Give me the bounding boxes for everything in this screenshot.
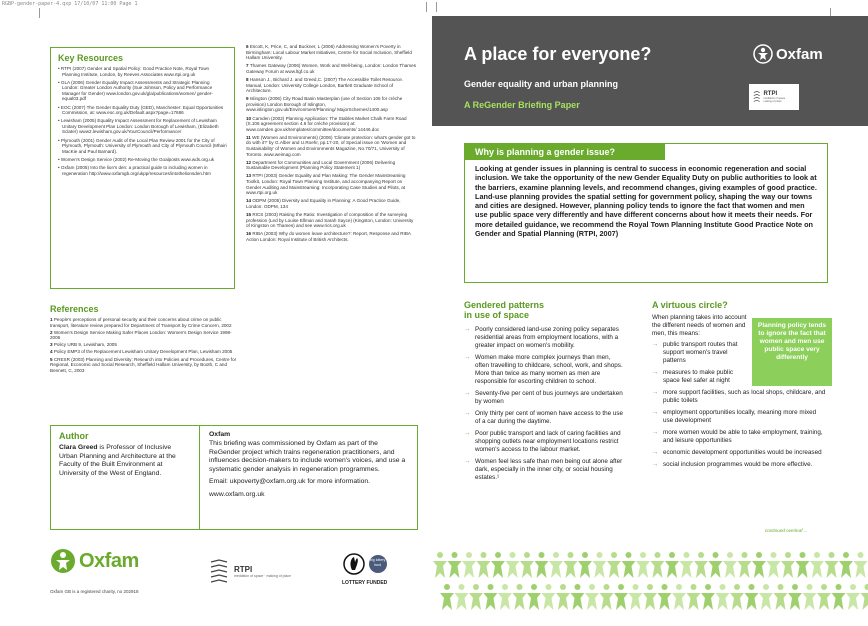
person-figure-icon: [643, 584, 657, 610]
reference-text: Women's Design Service Making Safer Places London: Women's Design Service 1998-2006: [50, 329, 232, 341]
person-figure-icon: [440, 584, 454, 610]
person-figure-icon: [694, 552, 708, 578]
bullet-item: [652, 449, 827, 457]
person-figure-icon: [469, 584, 483, 610]
person-figure-icon: [651, 552, 665, 578]
lottery-crossed-fingers-icon: [343, 552, 365, 576]
person-figure-icon: [607, 552, 621, 578]
reference-item: [246, 116, 416, 133]
reference-text: Escott, K, Price, C, and Buckner, L (2006) Addressing Women's Poverty in Birmingham: Local Labour Market Initiatives, Centre for Social Inclusion, Sheffield Hallam University.: [246, 44, 412, 61]
reference-item: [50, 342, 240, 348]
person-figure-icon: [484, 584, 498, 610]
reference-number: 16: [246, 231, 253, 237]
person-figure-icon: [788, 584, 802, 610]
key-resource-item: • Plymouth (2001) Gender Audit of the Local Plan Review 2001 for the City of Plymouth, Plymouth: University of Plymouth and City of Plymouth Council (Mhairi MacKie and Paul Barnard).: [58, 137, 227, 154]
reference-number: 13: [246, 173, 253, 179]
reference-item: [246, 160, 416, 171]
reference-number: 15: [246, 211, 253, 217]
person-figure-icon: [520, 552, 534, 578]
person-figure-icon: [796, 552, 810, 578]
gendered-patterns-section: [464, 300, 624, 486]
reference-text: RICS (2003) Raising the Ratio: Investigation of composition of the surveying profession (Led by Louise Ellman and Sarah Sayce) (Kingston, London: University of Kingston on Thames) and see www.rics.org.uk: [246, 211, 414, 229]
bullet-item: [652, 461, 827, 469]
reference-item: [246, 44, 416, 61]
reference-item: [246, 63, 416, 74]
rtpi-tagline-header: mediation of space · making of place: [763, 97, 787, 103]
reference-text: ODPM (2005) Diversity and Equality in Planning: A Good Practice Guide, London: ODPM, 134: [246, 198, 401, 209]
reference-text: Policy EMP3 of the Replacement Lewisham Unitary Development Plan, Lewisham 2005: [53, 349, 233, 355]
rtpi-tagline: mediation of space · making of place: [234, 573, 292, 578]
print-slug: RGBP-gender-paper-4.qxp 17/10/07 11:00 Page 1: [2, 1, 138, 7]
person-figure-icon: [825, 552, 839, 578]
person-figure-icon: [498, 584, 512, 610]
person-figure-icon: [585, 584, 599, 610]
oxfam-figure-icon: [50, 548, 76, 574]
reference-text: RIBA (2003) Why do women leave architecture?: Report, Response and RIBA Action London: Royal Institute of British Architects.: [246, 231, 411, 242]
bullet-item: [464, 390, 624, 406]
pull-quote: Planning policy tends to ignore the fact that women and men use public space very differently: [752, 318, 832, 386]
person-figure-icon: [556, 584, 570, 610]
person-figure-icon: [513, 584, 527, 610]
person-figure-icon: [767, 552, 781, 578]
briefing-label: A ReGender Briefing Paper: [464, 100, 580, 110]
key-resource-item: • Oxfam (2005) Into the lion's den: a practical guide to including women in regeneration http://www.oxfamgb.org/ukpp/resources/intothelionsden.htm: [58, 164, 211, 176]
oxfam-figure-icon: [753, 44, 773, 64]
person-figure-icon: [817, 584, 831, 610]
oxfam-logo-header: [753, 44, 823, 64]
rtpi-logo-left: [208, 558, 291, 584]
person-figure-icon: [549, 552, 563, 578]
reference-number: 3: [50, 342, 54, 348]
bullet-item: [464, 430, 624, 454]
bullet-text: measures to make public space feel safer at night: [663, 369, 733, 384]
person-figure-icon: [578, 552, 592, 578]
bullet-text: employment opportunities locally, meaning more mixed use development: [663, 409, 817, 424]
bullet-text: social inclusion programmes would be more effective.: [663, 461, 813, 468]
bullet-text: more support facilities, such as local shops, childcare, and public toilets: [663, 389, 826, 404]
key-resource-item: • Lewisham (2005) Equality Impact Assessment for Replacement of Lewisham Unitary Development Plan London: London Borough of Lewisham, (Elizabeth Sclater) www2.lewisham.gov.uk/YourCouncil/Performance/: [58, 118, 219, 135]
person-figure-icon: [622, 552, 636, 578]
key-resource-item: • Women's Design Service (2002) Re-Moving the Goalposts www.wds.org.uk: [58, 156, 215, 162]
bullet-text: public transport routes that support women's travel patterns: [663, 341, 738, 364]
why-gender-title: Why is planning a gender issue?: [465, 144, 665, 160]
author-title: Author: [59, 431, 89, 441]
bullet-text: more women would be able to take employment, training, and leisure opportunities: [663, 429, 823, 444]
bullet-item: [652, 429, 827, 445]
reference-text: Policy URB 9, Lewisham, 2005: [53, 342, 117, 348]
reference-number: 2: [50, 329, 54, 335]
rtpi-badge-header: [749, 84, 799, 110]
key-resources-box: [50, 47, 235, 289]
reference-number: 12: [246, 159, 253, 165]
person-figure-icon: [759, 584, 773, 610]
people-chain-illustration: [432, 546, 868, 616]
lottery-logo: [342, 552, 387, 586]
bullet-item: [464, 458, 624, 482]
reference-item: [246, 135, 416, 157]
bullet-text: Seventy-five per cent of bus journeys are undertaken by women: [475, 390, 623, 405]
person-figure-icon: [477, 552, 491, 578]
bullet-item: [464, 354, 624, 386]
oxfam-email-link[interactable]: Email: ukpoverty@oxfam.org.uk for more information.: [209, 478, 371, 486]
gendered-patterns-title-2: in use of space: [464, 310, 530, 320]
oxfam-web-link[interactable]: www.oxfam.org.uk: [209, 490, 265, 498]
reference-item: [50, 357, 240, 374]
arrow-bullet-icon: →: [464, 458, 471, 465]
person-figure-icon: [491, 552, 505, 578]
arrow-bullet-icon: →: [464, 326, 471, 333]
continued-overleaf: continued overleaf ...: [765, 528, 808, 533]
author-bio: [59, 444, 191, 478]
author-box: [50, 425, 200, 530]
person-figure-icon: [723, 552, 737, 578]
oxfam-wordmark-header: Oxfam: [776, 45, 823, 63]
bullet-text: Women make more complex journeys than men, often travelling to childcare, school, work, and shops. More than twice as many women as men are responsible for escorting children to school.: [475, 354, 623, 385]
bullet-text: Only thirty per cent of women have access to the use of a car during the daytime.: [475, 410, 624, 425]
references-title: References: [50, 304, 99, 314]
person-figure-icon: [564, 552, 578, 578]
reference-item: [246, 212, 416, 229]
bullet-item: [464, 326, 624, 350]
person-figure-icon: [752, 552, 766, 578]
arrow-bullet-icon: →: [652, 461, 659, 468]
person-figure-icon: [854, 552, 868, 578]
oxfam-info-box: [200, 425, 418, 530]
oxfam-logo-left: [50, 548, 139, 574]
charity-number: Oxfam GB is a registered charity, no 202918: [50, 589, 139, 594]
reference-text: Thames Gateway (2006) Women, Work and Well-being, London: London Thames Gateway Forum at www.ltgf.co.uk: [246, 63, 416, 74]
references-section: [50, 304, 240, 375]
reference-item: [50, 317, 240, 328]
person-figure-icon: [680, 552, 694, 578]
reference-item: [50, 330, 240, 341]
reference-number: 4: [50, 349, 54, 355]
person-figure-icon: [687, 584, 701, 610]
reference-number: 6: [246, 44, 250, 49]
reference-item: [50, 349, 240, 355]
author-name: Clara Greed: [59, 444, 98, 451]
arrow-bullet-icon: →: [652, 369, 659, 376]
person-figure-icon: [665, 552, 679, 578]
arrow-bullet-icon: →: [652, 341, 659, 348]
rtpi-wordmark: RTPI: [234, 564, 253, 574]
crop-mark: [30, 8, 40, 18]
crop-mark: [426, 2, 436, 12]
references-column-2: [246, 44, 416, 245]
reference-number: 5: [50, 356, 54, 362]
oxfam-wordmark: Oxfam: [79, 549, 139, 572]
person-figure-icon: [571, 584, 585, 610]
person-figure-icon: [658, 584, 672, 610]
person-figure-icon: [730, 584, 744, 610]
reference-item: [246, 77, 416, 94]
bullet-text: economic development opportunities would be increased: [663, 449, 822, 456]
person-figure-icon: [861, 584, 868, 610]
person-figure-icon: [672, 584, 686, 610]
reference-item: [246, 173, 416, 195]
reference-text: CRESR (2003) Planning and Diversity: Research into Policies and Procedures, Centre for Regional, Economic and Social Research, Sheffield Hallam University, by Booth, C and Bennett, C, 2003: [50, 356, 237, 373]
reference-number: 1: [50, 317, 54, 322]
person-figure-icon: [738, 552, 752, 578]
person-figure-icon: [781, 552, 795, 578]
person-figure-icon: [535, 552, 549, 578]
why-gender-text: Looking at gender issues in planning is central to success in economic regeneration and social inclusion. We take the opportunity of the new Gender Equality Duty on public authorities to look at the barriers, examine planning levels, and recommend changes, giving examples of good practice. Land-use planning provides the spatial setting for government policy, shaping the way our towns and cities are designed. However, planning policy tends to ignore the fact that women and men use public space very differently and have different concerns about how it meets their needs. For more detailed guidance, we recommend the Royal Town Planning Institute Good Practice Note on Gender and Spatial Planning (RTPI, 2007): [475, 164, 817, 239]
arrow-bullet-icon: →: [652, 389, 659, 396]
person-figure-icon: [527, 584, 541, 610]
key-resource-item: • RTPI (2007) Gender and Spatial Policy: Good Practice Note, Royal Town Planning Institute, London, by Reeves Associates www.rtpi.org.uk: [58, 66, 210, 77]
person-figure-icon: [433, 552, 447, 578]
reference-text: Hanson J., Bichard J. and Greed,C. (2007) The Accessible Toilet Resource. Manual, London: University College London, Bartlett Graduate School of Architecture.: [246, 76, 404, 94]
bullet-item: [652, 389, 827, 405]
reference-item: [246, 96, 416, 113]
person-figure-icon: [846, 584, 860, 610]
arrow-bullet-icon: →: [464, 410, 471, 417]
person-figure-icon: [462, 552, 476, 578]
person-figure-icon: [701, 584, 715, 610]
page-subtitle: Gender equality and urban planning: [464, 79, 619, 89]
reference-number: 11: [246, 134, 253, 140]
author-bio-text: is Professor of Inclusive Urban Planning and Architecture at the Faculty of the Built Environment at University of the West of England.: [59, 444, 176, 477]
reference-item: [246, 198, 416, 209]
virtuous-circle-title: A virtuous circle?: [652, 300, 728, 310]
reference-text: Camden (2002) Planning Application: The Stables Market Chalk Farm Road (S.106 agreement section 4.6 for crèche provision) at: www.camden.gov.uk/templates/committee/documents/ 14446.doc: [246, 115, 407, 132]
reference-number: 9: [246, 96, 250, 102]
arrow-bullet-icon: →: [652, 429, 659, 436]
person-figure-icon: [506, 552, 520, 578]
oxfam-info-title: Oxfam: [209, 431, 231, 438]
person-figure-icon: [803, 584, 817, 610]
key-resource-item: • EOC (2007) The Gender Equality Duty (GED), Manchester: Equal Opportunities Commission, at: www.eoc.org.uk/Default.aspx?page=17686: [58, 104, 224, 116]
person-figure-icon: [774, 584, 788, 610]
lottery-funded-text: LOTTERY FUNDED: [342, 580, 388, 586]
reference-text: Department for Communities and Local Government (2006) Delivering Sustainable Development (Planning Policy Statement 1): [246, 159, 396, 171]
bullet-item: [652, 409, 827, 425]
key-resources-list: [58, 66, 227, 176]
why-gender-box: [464, 143, 828, 283]
arrow-bullet-icon: →: [652, 449, 659, 456]
rtpi-wordmark-header: RTPI: [763, 91, 778, 97]
person-figure-icon: [636, 552, 650, 578]
person-figure-icon: [455, 584, 469, 610]
reference-number: 14: [246, 198, 253, 204]
crop-mark: [436, 2, 446, 12]
gendered-patterns-list: [464, 326, 624, 482]
key-resources-title: Key Resources: [58, 53, 124, 63]
arrow-bullet-icon: →: [652, 409, 659, 416]
reference-text: People's perceptions of personal security and their concerns about crime on public transport, literature review prepared for Department of Transport by Crime Concern, 2002: [50, 317, 232, 328]
reference-number: 7: [246, 63, 250, 69]
bullet-item: [652, 341, 747, 365]
arrow-bullet-icon: →: [464, 390, 471, 397]
person-figure-icon: [629, 584, 643, 610]
reference-number: 8: [246, 76, 250, 82]
big-lottery-fund-badge: big lottery fund: [369, 555, 387, 573]
person-figure-icon: [810, 552, 824, 578]
bullet-item: [652, 369, 747, 385]
page-title: A place for everyone?: [464, 44, 652, 64]
rtpi-emblem-icon: [753, 88, 760, 106]
person-figure-icon: [600, 584, 614, 610]
person-figure-icon: [839, 552, 853, 578]
person-figure-icon: [542, 584, 556, 610]
person-figure-icon: [709, 552, 723, 578]
person-figure-icon: [448, 552, 462, 578]
arrow-bullet-icon: →: [464, 430, 471, 437]
references-list: [50, 317, 240, 373]
key-resource-item: • GLA (2006) Gender Equality Impact Assessments and Strategic Planning London: Greater London Authority (Sue Johnson, Policy and Performance Manager for Gender) www.london.gov.uk/gla/publications/women/ gender-equal03.pdf: [58, 79, 213, 102]
reference-number: 10: [246, 115, 253, 121]
oxfam-info-body: This briefing was commissioned by Oxfam as part of the ReGender project which trains regeneration practitioners, and influences decision-makers to include women's voices, and use a systematic gender analysis in regeneration programmes.: [209, 440, 406, 473]
person-figure-icon: [716, 584, 730, 610]
rtpi-emblem-icon: [208, 558, 230, 584]
reference-item: [246, 231, 416, 242]
bullet-text: Women feel less safe than men being out alone after dark, especially in the inner city, or social housing estates.¹: [475, 458, 623, 481]
virtuous-circle-intro: When planning takes into account the different needs of women and men, this means:: [652, 314, 747, 337]
bullet-text: Poor public transport and lack of caring facilities and shopping outlets near employment locations restrict women's access to the labour market.: [475, 430, 621, 453]
arrow-bullet-icon: →: [464, 354, 471, 361]
bullet-text: Poorly considered land-use zoning policy separates residential areas from employment locations, with a greater impact on women's mobility.: [475, 326, 619, 349]
reference-text: WE (Women and Environments) (2006) 'Climate protection: what's gender got to do with it?' by G.Alber and U.Roehr, pp.17-20, of Special issue on 'Women and Sustainability' of Women and Environments Magazine, No.70/71, University of Toronto. www.weimag.com: [246, 134, 416, 157]
reference-text: Islington (2006) City Road Basin Masterplan (use of Section 106 for crèche provision) London Borough of Islington, www.islington.gov.uk/Environment/Planning/ MajorSchemes/1400.asp: [246, 96, 403, 113]
person-figure-icon: [614, 584, 628, 610]
person-figure-icon: [593, 552, 607, 578]
person-figure-icon: [832, 584, 846, 610]
gendered-patterns-title-1: Gendered patterns: [464, 300, 545, 310]
bullet-item: [464, 410, 624, 426]
reference-text: RTPI (2003) Gender Equality and Plan Making: The Gender Mainstreaming Toolkit, London: Royal Town Planning Institute, and accompanying Report on Gender Auditing and Mainstreaming: Incorporating Case Studies and Pilots, at www.rtpi.org.uk: [246, 173, 406, 196]
person-figure-icon: [745, 584, 759, 610]
